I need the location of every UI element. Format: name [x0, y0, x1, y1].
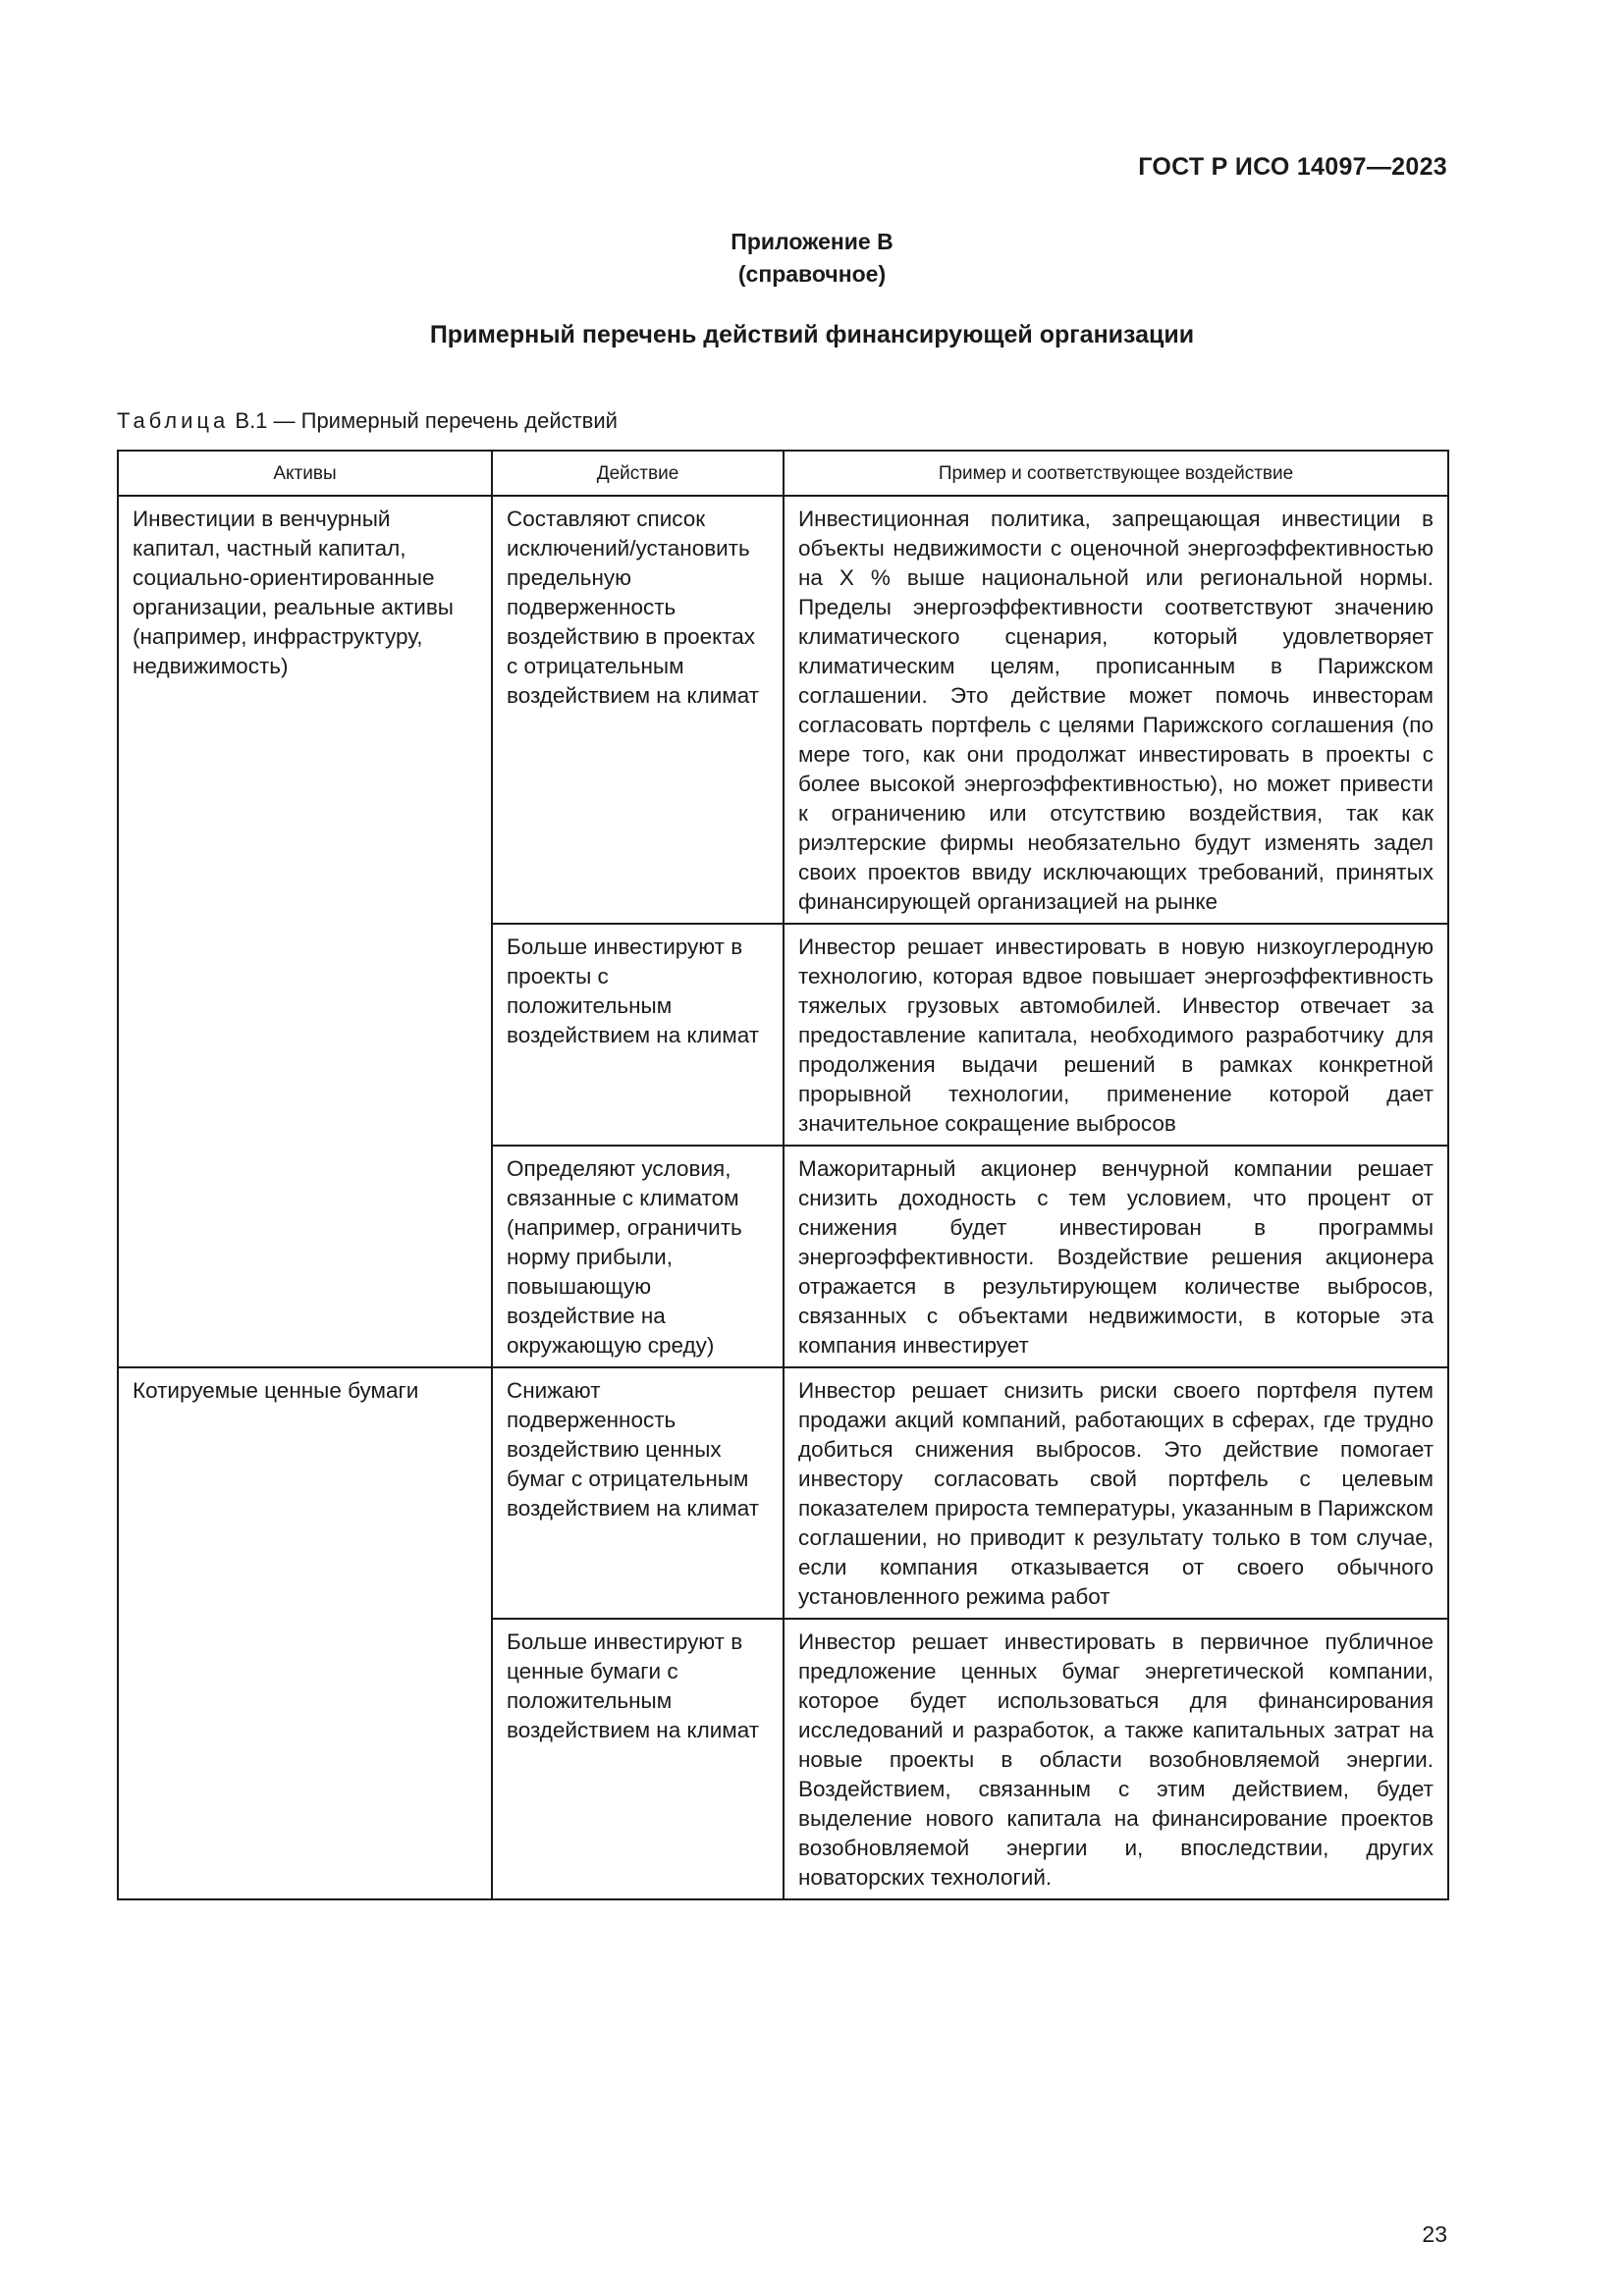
table-caption: [117, 408, 618, 434]
table-header-row: [118, 451, 1448, 496]
action-cell: Составляют список исключений/установить предельную подверженность воздействию в проектах с отрицательным воздействием на климат: [492, 496, 784, 924]
page-number: 23: [1422, 2221, 1447, 2247]
example-cell: Инвестор решает снизить риски своего портфеля путем продажи акций компаний, работающих в сферах, где трудно добиться снижения выбросов. Это действие помогает инвестору согласовать свой портфель с целевым показателем прироста температуры, указанным в Парижском соглашении, но приводит к результату только в том случае, если компания отказывается от своего обычного установленного режима работ: [784, 1367, 1448, 1619]
annex-kind: (справочное): [737, 261, 887, 287]
column-header-assets: Активы: [118, 451, 492, 496]
action-cell: Больше инвестируют в ценные бумаги с положительным воздействием на климат: [492, 1619, 784, 1899]
column-header-action: Действие: [492, 451, 784, 496]
annex-title: Приложение В: [731, 229, 893, 254]
action-cell: Больше инвестируют в проекты с положительным воздействием на климат: [492, 924, 784, 1146]
standard-id: ГОСТ Р ИСО 14097—2023: [1138, 153, 1447, 181]
action-cell: Определяют условия, связанные с климатом (например, ограничить норму прибыли, повышающую воздействие на окружающую среду): [492, 1146, 784, 1367]
action-cell: Снижают подверженность воздействию ценных бумаг с отрицательным воздействием на климат: [492, 1367, 784, 1619]
asset-cell: Инвестиции в венчурный капитал, частный капитал, социально-ориентированные организации, реальные активы (например, инфраструктуру, недвижимость): [118, 496, 492, 1367]
table-row: [118, 496, 1448, 924]
example-cell: Мажоритарный акционер венчурной компании решает снизить доходность с тем условием, что процент от снижения будет инвестирован в программы энергоэффективности. Воздействие решения акционера отражается в результирующем количестве выбросов, связанных с объектами недвижимости, в которые эта компания инвестирует: [784, 1146, 1448, 1367]
table-row: [118, 1367, 1448, 1619]
example-cell: Инвестор решает инвестировать в новую низкоуглеродную технологию, которая вдвое повышает энергоэффективность тяжелых грузовых автомобилей. Инвестор отвечает за предоставление капитала, необходимого разработчику для продолжения выдачи решений в рамках конкретной прорывной технологии, применение которой дает значительное сокращение выбросов: [784, 924, 1448, 1146]
actions-table: [117, 450, 1449, 1900]
table-caption-label: Таблица: [117, 408, 230, 433]
table-caption-text: В.1 — Примерный перечень действий: [235, 408, 618, 433]
asset-cell: Котируемые ценные бумаги: [118, 1367, 492, 1899]
column-header-example: Пример и соответствующее воздействие: [784, 451, 1448, 496]
example-cell: Инвестор решает инвестировать в первичное публичное предложение ценных бумаг энергетической компании, которое будет использоваться для финансирования исследований и разработок, а также капитальных затрат на новые проекты в области возобновляемой энергии. Воздействием, связанным с этим действием, будет выделение нового капитала на финансирование проектов возобновляемой энергии и, впоследствии, других новаторских технологий.: [784, 1619, 1448, 1899]
section-title: Примерный перечень действий финансирующей организации: [429, 321, 1195, 348]
example-cell: Инвестиционная политика, запрещающая инвестиции в объекты недвижимости с оценочной энергоэффективностью на X % выше национальной или региональной нормы. Пределы энергоэффективности соответствуют значению климатического сценария, который удовлетворяет климатическим целям, прописанным в Парижском соглашении. Это действие может помочь инвесторам согласовать портфель с целями Парижского соглашения (по мере того, как они продолжат инвестировать в проекты с более высокой энергоэффективностью), но может привести к ограничению или отсутствию воздействия, так как риэлтерские фирмы необязательно будут изменять задел своих проектов ввиду исключающих требований, принятых финансирующей организацией на рынке: [784, 496, 1448, 924]
